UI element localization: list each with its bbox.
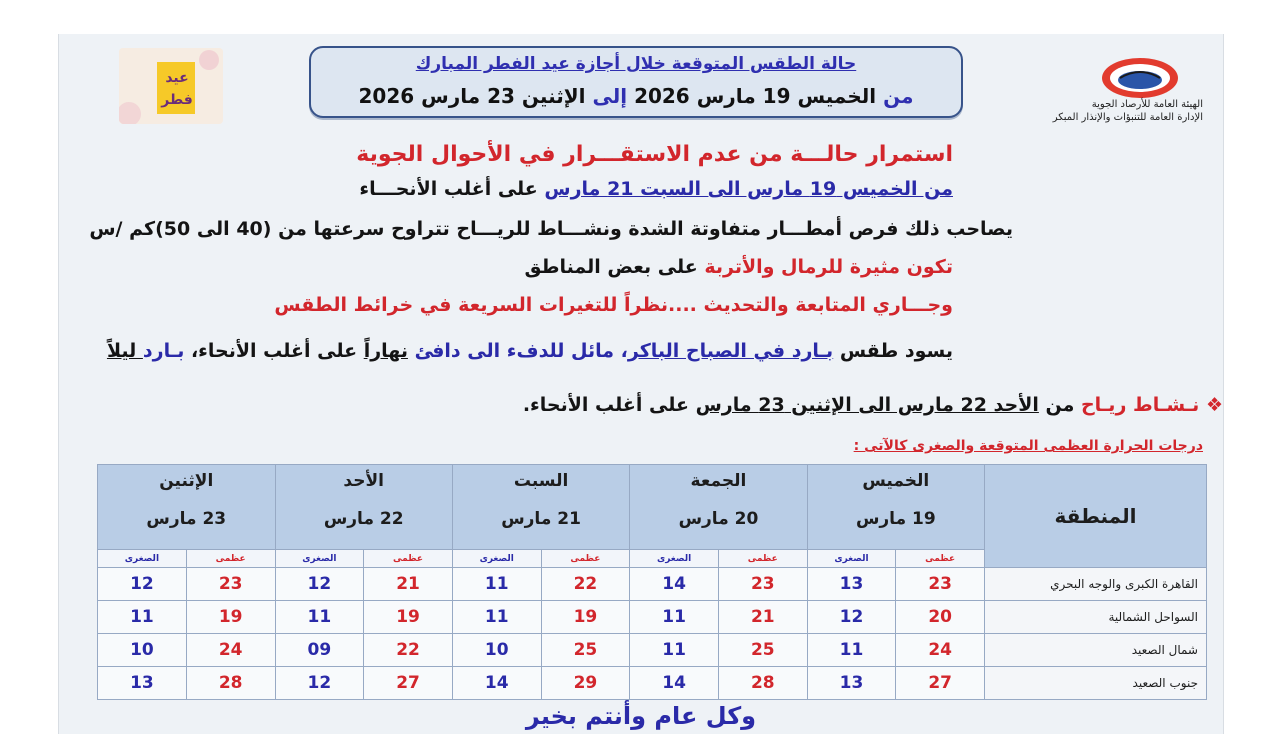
min-temp: 14 xyxy=(630,667,719,700)
day-name: الإثنين xyxy=(159,471,214,491)
line6-f: بـارد xyxy=(142,340,185,362)
min-temp: 13 xyxy=(807,568,896,601)
min-temp: 11 xyxy=(630,634,719,667)
day-name: الخميس xyxy=(862,471,930,491)
min-temp: 14 xyxy=(630,568,719,601)
line4-main: تكون مثيرة للرمال والأتربة xyxy=(704,256,953,278)
region-name: القاهرة الكبرى والوجه البحري xyxy=(985,568,1207,601)
max-label: عظمى xyxy=(364,550,453,568)
day-header xyxy=(275,465,452,550)
day-name: الأحد xyxy=(343,471,384,491)
line2-tail: على أغلب الأنحـــاء xyxy=(359,178,545,200)
table-row xyxy=(98,568,1207,601)
day-name: السبت xyxy=(513,471,569,491)
line7-a: نـشـاط ريـاح xyxy=(1080,394,1200,416)
max-temp: 23 xyxy=(186,568,275,601)
line7-b: من xyxy=(1038,394,1081,416)
line4-tail: على بعض المناطق xyxy=(524,256,705,278)
max-temp: 29 xyxy=(541,667,630,700)
period-start: الخميس 19 مارس 2026 xyxy=(634,84,877,108)
min-temp: 11 xyxy=(807,634,896,667)
day-date: 21 مارس xyxy=(501,509,581,529)
max-temp: 28 xyxy=(186,667,275,700)
day-date: 19 مارس xyxy=(855,509,936,529)
min-temp: 11 xyxy=(452,601,541,634)
region-name: السواحل الشمالية xyxy=(985,601,1207,634)
line6-g: ليلاً xyxy=(106,340,143,362)
max-temp: 27 xyxy=(896,667,985,700)
line6-c: ، مائل للدفء الى دافئ xyxy=(407,340,628,362)
max-temp: 22 xyxy=(541,568,630,601)
max-temp: 21 xyxy=(364,568,453,601)
line-rain-wind: يصاحب ذلك فرص أمطـــار متفاوتة الشدة ونشـــاط للريـــاح تتراوح سرعتها من (40 الى 50)كم /س xyxy=(89,218,1013,240)
svg-text:فطر: فطر xyxy=(161,92,193,108)
svg-text:عيد: عيد xyxy=(165,70,189,86)
org-name xyxy=(1023,98,1203,124)
max-temp: 28 xyxy=(718,667,807,700)
min-label: الصغرى xyxy=(98,550,187,568)
day-header xyxy=(452,465,629,550)
day-date: 23 مارس xyxy=(146,509,227,529)
line6-d: نهاراً xyxy=(363,340,408,362)
max-temp: 19 xyxy=(541,601,630,634)
eid-greeting-image xyxy=(119,48,223,124)
headline: استمرار حالـــة من عدم الاستقـــرار في الأحوال الجوية xyxy=(356,142,953,167)
min-temp: 12 xyxy=(275,568,364,601)
temperature-table xyxy=(97,464,1207,700)
day-header xyxy=(807,465,984,550)
line6-a: يسود طقس xyxy=(833,340,953,362)
min-temp: 12 xyxy=(807,601,896,634)
line6-b: بـارد في الصباح الباكر xyxy=(627,340,834,362)
max-label: عظمى xyxy=(541,550,630,568)
day-name: الجمعة xyxy=(690,471,747,491)
max-temp: 20 xyxy=(896,601,985,634)
line-wind xyxy=(359,394,1223,416)
max-temp: 25 xyxy=(541,634,630,667)
max-label: عظمى xyxy=(186,550,275,568)
line-period-1 xyxy=(119,178,953,200)
org-name-line1: الهيئة العامة للأرصاد الجوية xyxy=(1091,99,1203,110)
day-date: 20 مارس xyxy=(678,509,759,529)
bulletin-sheet xyxy=(58,34,1224,734)
region-header: المنطقة xyxy=(985,465,1207,568)
line-dust xyxy=(119,256,953,278)
min-temp: 12 xyxy=(275,667,364,700)
line7-d: على أغلب الأنحاء. xyxy=(522,394,696,416)
min-label: الصغرى xyxy=(452,550,541,568)
org-name-line2: الإدارة العامة للتنبؤات والإنذار المبكر xyxy=(1052,112,1203,123)
min-label: الصغرى xyxy=(630,550,719,568)
line7-c: الأحد 22 مارس الى الإثنين 23 مارس xyxy=(695,394,1039,416)
region-name: شمال الصعيد xyxy=(985,634,1207,667)
max-temp: 22 xyxy=(364,634,453,667)
max-temp: 19 xyxy=(186,601,275,634)
period-end: الإثنين 23 مارس 2026 xyxy=(358,84,586,108)
min-temp: 10 xyxy=(98,634,187,667)
line2-dates: من الخميس 19 مارس الى السبت 21 مارس xyxy=(544,178,953,200)
max-temp: 23 xyxy=(896,568,985,601)
min-temp: 12 xyxy=(98,568,187,601)
day-date: 22 مارس xyxy=(323,509,404,529)
period-line xyxy=(311,84,961,108)
max-temp: 27 xyxy=(364,667,453,700)
max-temp: 21 xyxy=(718,601,807,634)
max-temp: 19 xyxy=(364,601,453,634)
region-name: جنوب الصعيد xyxy=(985,667,1207,700)
max-temp: 24 xyxy=(186,634,275,667)
min-label: الصغرى xyxy=(807,550,896,568)
table-row xyxy=(98,601,1207,634)
max-temp: 23 xyxy=(718,568,807,601)
max-label: عظمى xyxy=(718,550,807,568)
bullet-icon: ❖ xyxy=(1205,394,1223,416)
period-from: من xyxy=(883,84,914,108)
table-row xyxy=(98,634,1207,667)
min-temp: 11 xyxy=(630,601,719,634)
table-caption: درجات الحرارة العظمى المتوقعة والصغرى كالآتى : xyxy=(853,438,1203,454)
day-header xyxy=(98,465,276,550)
table-row xyxy=(98,667,1207,700)
day-header xyxy=(630,465,807,550)
min-temp: 10 xyxy=(452,634,541,667)
min-temp: 13 xyxy=(98,667,187,700)
min-temp: 11 xyxy=(275,601,364,634)
max-label: عظمى xyxy=(896,550,985,568)
title-box xyxy=(309,46,963,118)
min-temp: 11 xyxy=(98,601,187,634)
eid-card-icon xyxy=(119,48,223,124)
line-temperature xyxy=(106,340,953,362)
max-temp: 24 xyxy=(896,634,985,667)
line6-e: على أغلب الأنحاء، xyxy=(184,340,364,362)
min-label: الصغرى xyxy=(275,550,364,568)
footer-greeting: وكل عام وأنتم بخير xyxy=(525,702,757,730)
min-temp: 09 xyxy=(275,634,364,667)
min-temp: 11 xyxy=(452,568,541,601)
period-to: إلى xyxy=(592,84,628,108)
max-temp: 25 xyxy=(718,634,807,667)
page-title: حالة الطقس المتوقعة خلال أجازة عيد الفطر المبارك xyxy=(415,54,857,74)
min-temp: 13 xyxy=(807,667,896,700)
min-temp: 14 xyxy=(452,667,541,700)
line-followup: وجـــاري المتابعة والتحديث ....نظراً للتغيرات السريعة في خرائط الطقس xyxy=(274,294,953,316)
